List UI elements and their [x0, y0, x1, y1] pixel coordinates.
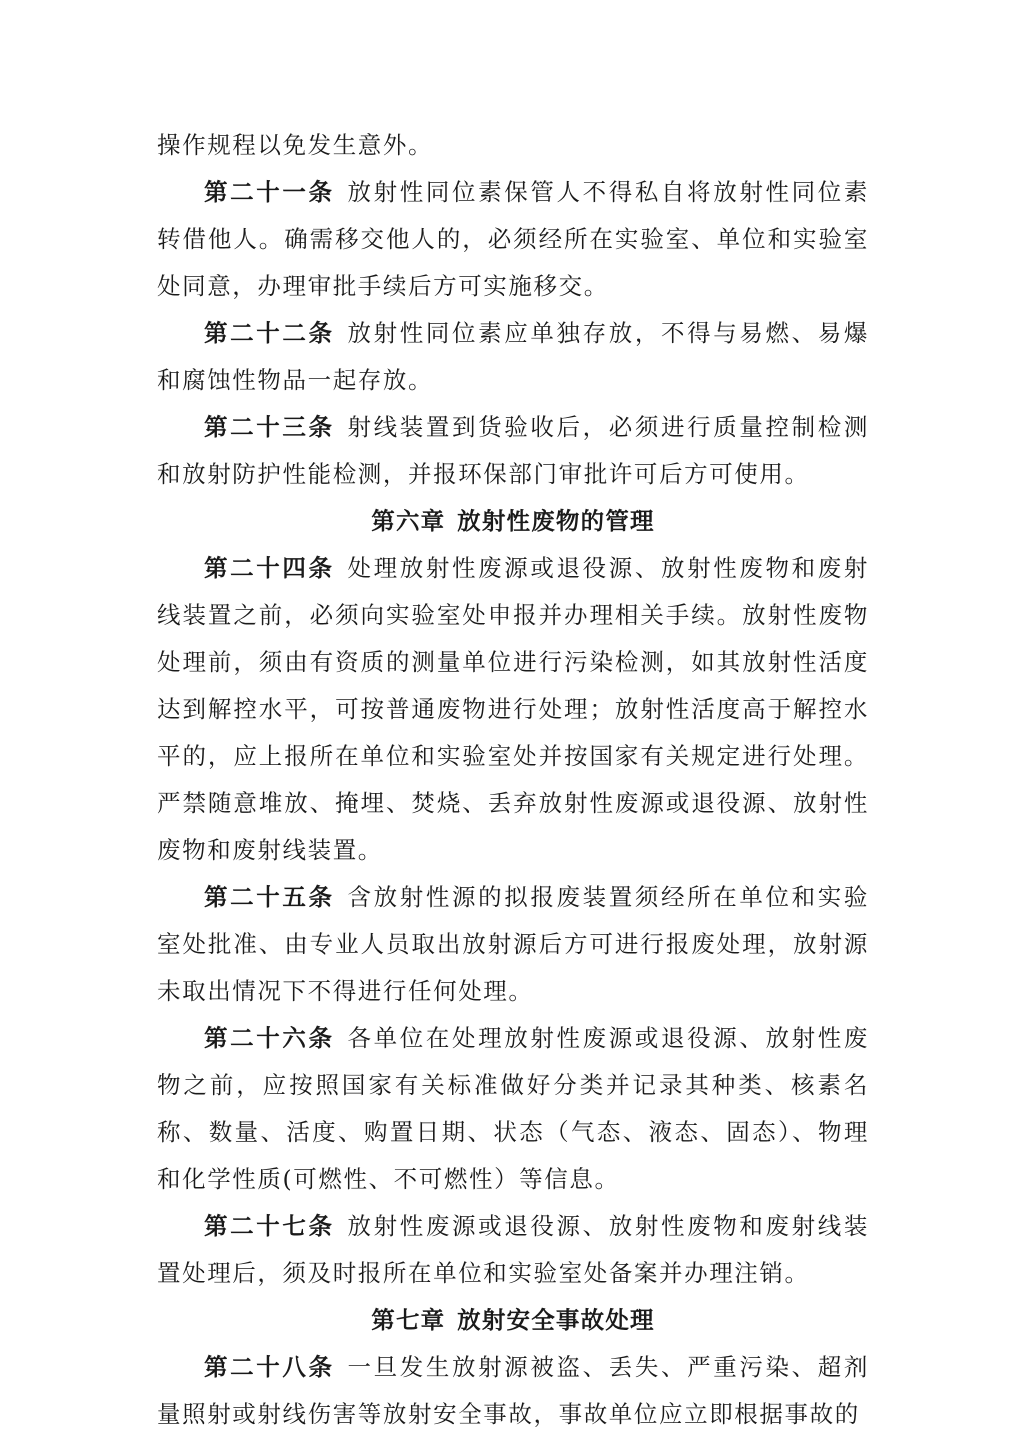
article-text: 射线装置到货验收后，必须进行质量控制检测和放射防护性能检测，并报环保部门审批许可后方可使用。 — [157, 413, 870, 488]
article-text: 各单位在处理放射性废源或退役源、放射性废物之前，应按照国家有关标准做好分类并记录其种类、核素名称、数量、活度、购置日期、状态（气态、液态、固态）、物理和化学性质(可燃性、不可燃性）等信息。 — [157, 1024, 870, 1193]
document-body — [157, 122, 869, 1438]
chapter-title: 放射安全事故处理 — [457, 1306, 655, 1334]
article-label: 第二十五条 — [204, 883, 335, 911]
intro-fragment: 操作规程以免发生意外。 — [157, 131, 434, 159]
article-23 — [157, 404, 869, 498]
article-text: 含放射性源的拟报废装置须经所在单位和实验室处批准、由专业人员取出放射源后方可进行报废处理，放射源未取出情况下不得进行任何处理。 — [157, 883, 870, 1005]
article-label: 第二十八条 — [204, 1353, 335, 1381]
article-text: 放射性同位素应单独存放，不得与易燃、易爆和腐蚀性物品一起存放。 — [157, 319, 870, 394]
article-text: 放射性废源或退役源、放射性废物和废射线装置处理后，须及时报所在单位和实验室处备案并办理注销。 — [157, 1212, 870, 1287]
article-28 — [157, 1344, 869, 1438]
chapter-number: 第七章 — [371, 1306, 446, 1334]
article-label: 第二十一条 — [204, 178, 335, 206]
article-22 — [157, 310, 869, 404]
chapter-title: 放射性废物的管理 — [457, 507, 655, 535]
article-text: 放射性同位素保管人不得私自将放射性同位素转借他人。确需移交他人的，必须经所在实验室、单位和实验室处同意，办理审批手续后方可实施移交。 — [157, 178, 870, 300]
article-label: 第二十三条 — [204, 413, 335, 441]
article-label: 第二十四条 — [204, 554, 335, 582]
chapter-7-heading — [157, 1297, 869, 1344]
article-text: 处理放射性废源或退役源、放射性废物和废射线装置之前，必须向实验室处申报并办理相关手续。放射性废物处理前，须由有资质的测量单位进行污染检测，如其放射性活度达到解控水平，可按普通废物进行处理；放射性活度高于解控水平的，应上报所在单位和实验室处并按国家有关规定进行处理。严禁随意堆放、掩埋、焚烧、丢弃放射性废源或退役源、放射性废物和废射线装置。 — [157, 554, 870, 864]
chapter-number: 第六章 — [371, 507, 446, 535]
article-label: 第二十六条 — [204, 1024, 335, 1052]
article-label: 第二十七条 — [204, 1212, 335, 1240]
article-25 — [157, 874, 869, 1015]
article-label: 第二十二条 — [204, 319, 335, 347]
article-27 — [157, 1203, 869, 1297]
article-text: 一旦发生放射源被盗、丢失、严重污染、超剂量照射或射线伤害等放射安全事故，事故单位应立即根据事故的 — [157, 1353, 870, 1428]
article-24 — [157, 545, 869, 874]
article-26 — [157, 1015, 869, 1203]
article-21 — [157, 169, 869, 310]
chapter-6-heading — [157, 498, 869, 545]
